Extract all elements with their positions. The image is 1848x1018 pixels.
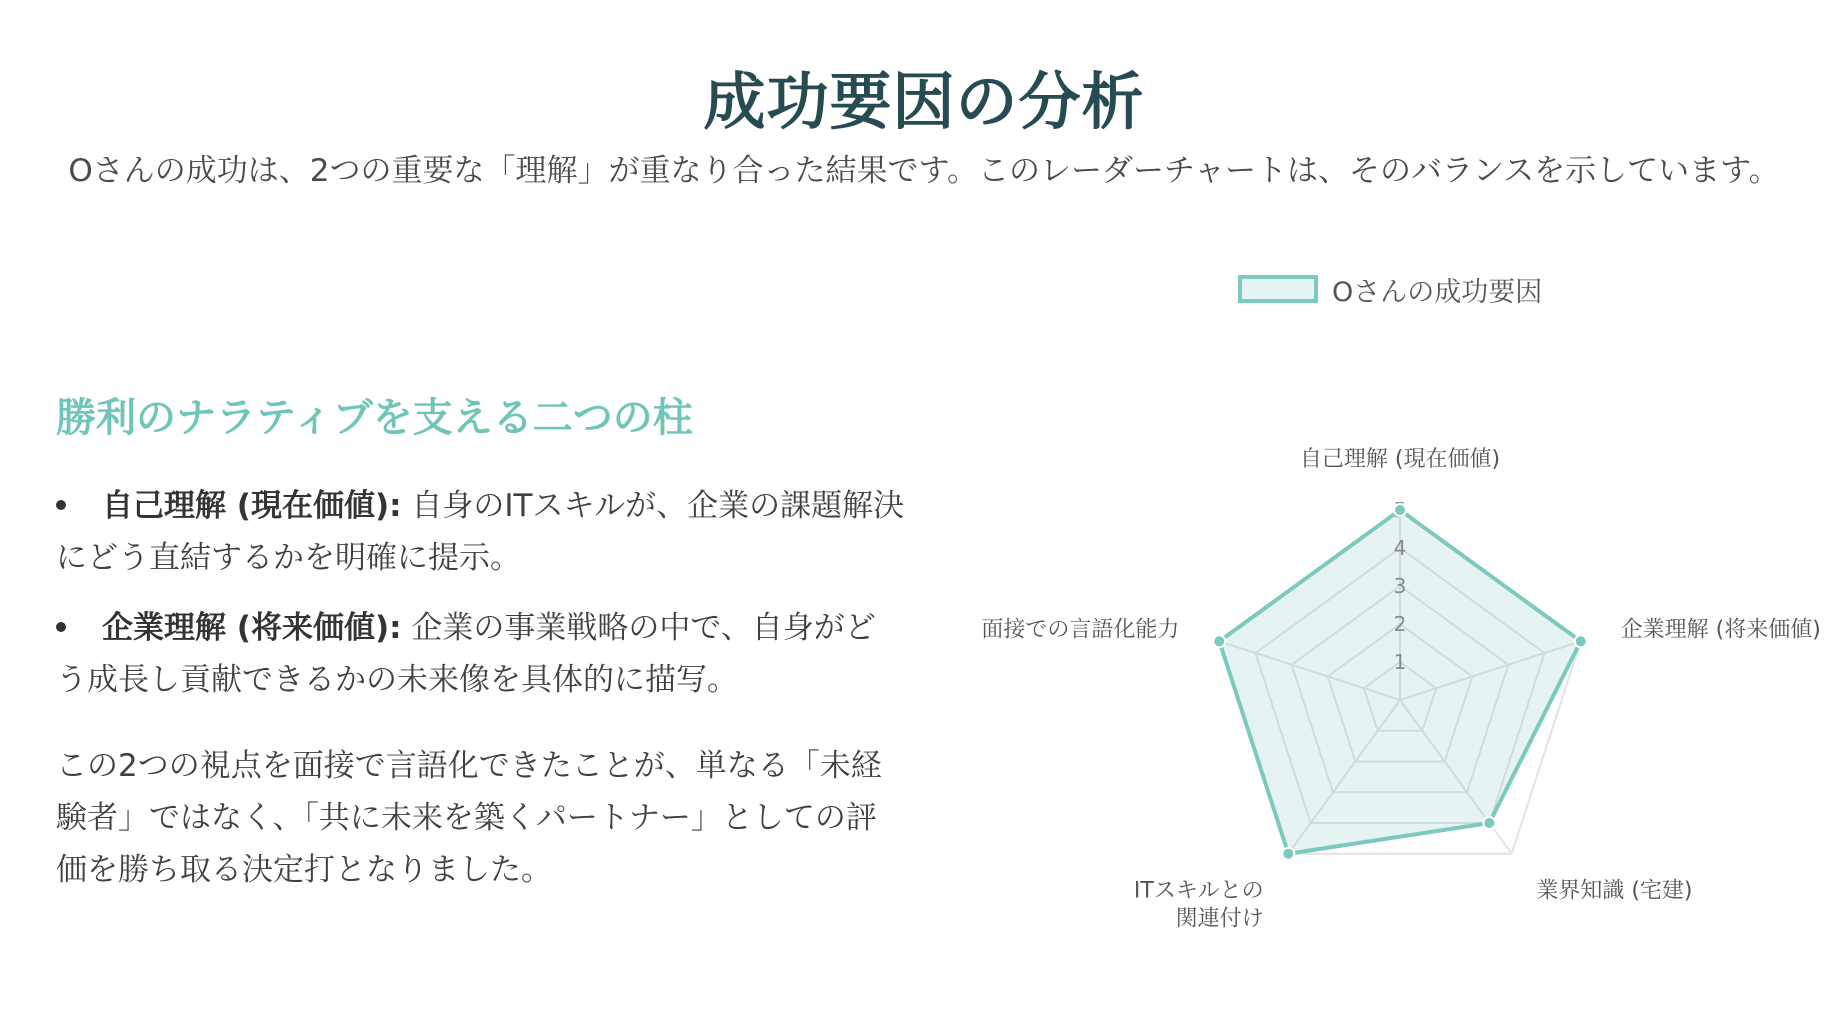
- tick-label: 4: [1393, 536, 1407, 560]
- axis-label: 業界知識 (宅建): [1536, 878, 1693, 904]
- chart-legend[interactable]: [1238, 272, 1542, 306]
- legend-swatch: [1238, 275, 1318, 303]
- conclusion-text: この2つの視点を面接で言語化できたことが、単なる「未経験者」ではなく、「共に未来を築くパートナー」としての評価を勝ち取る決定打となりました。: [56, 748, 882, 888]
- bullet-icon: [56, 500, 66, 510]
- data-point: [1394, 504, 1406, 516]
- pillar-title: 企業理解 (将来価値):: [102, 610, 402, 646]
- narrative-section: [56, 390, 906, 896]
- pillar-text: 自身のITスキルが、企業の課題解決にどう直結するかを明確に提示。: [56, 488, 905, 576]
- page-subtitle: Oさんの成功は、2つの重要な「理解」が重なり合った結果です。このレーダーチャートは、そのバランスを示しています。: [68, 153, 1780, 189]
- pillar-text: 企業の事業戦略の中で、自身がどう成長し貢献できるかの未来像を具体的に描写。: [56, 610, 876, 698]
- axis-label: 企業理解 (将来価値): [1620, 617, 1821, 643]
- section-heading: 勝利のナラティブを支える二つの柱: [56, 395, 693, 441]
- tick-label: 2: [1393, 612, 1407, 636]
- axis-label: 自己理解 (現在価値): [1299, 447, 1501, 472]
- legend-label: Oさんの成功要因: [1332, 276, 1543, 308]
- radar-chart: [960, 420, 1821, 940]
- pillar-title: 自己理解 (現在価値):: [102, 488, 402, 524]
- data-point: [1483, 817, 1495, 829]
- pillar-list: [56, 480, 906, 706]
- bullet-icon: [56, 622, 66, 632]
- data-point: [1213, 635, 1225, 647]
- pillar-self-understanding: [56, 480, 906, 584]
- pillar-company-understanding: [56, 602, 906, 706]
- tick-label: 1: [1393, 650, 1407, 674]
- tick-label: 3: [1393, 574, 1407, 598]
- axis-label: ITスキルとの関連付け: [1133, 878, 1264, 932]
- series-area: [1219, 510, 1580, 854]
- data-point: [1282, 848, 1294, 860]
- data-point: [1575, 635, 1587, 647]
- page-title: 成功要因の分析: [703, 65, 1145, 138]
- axis-label: 面接での言語化能力: [981, 617, 1180, 643]
